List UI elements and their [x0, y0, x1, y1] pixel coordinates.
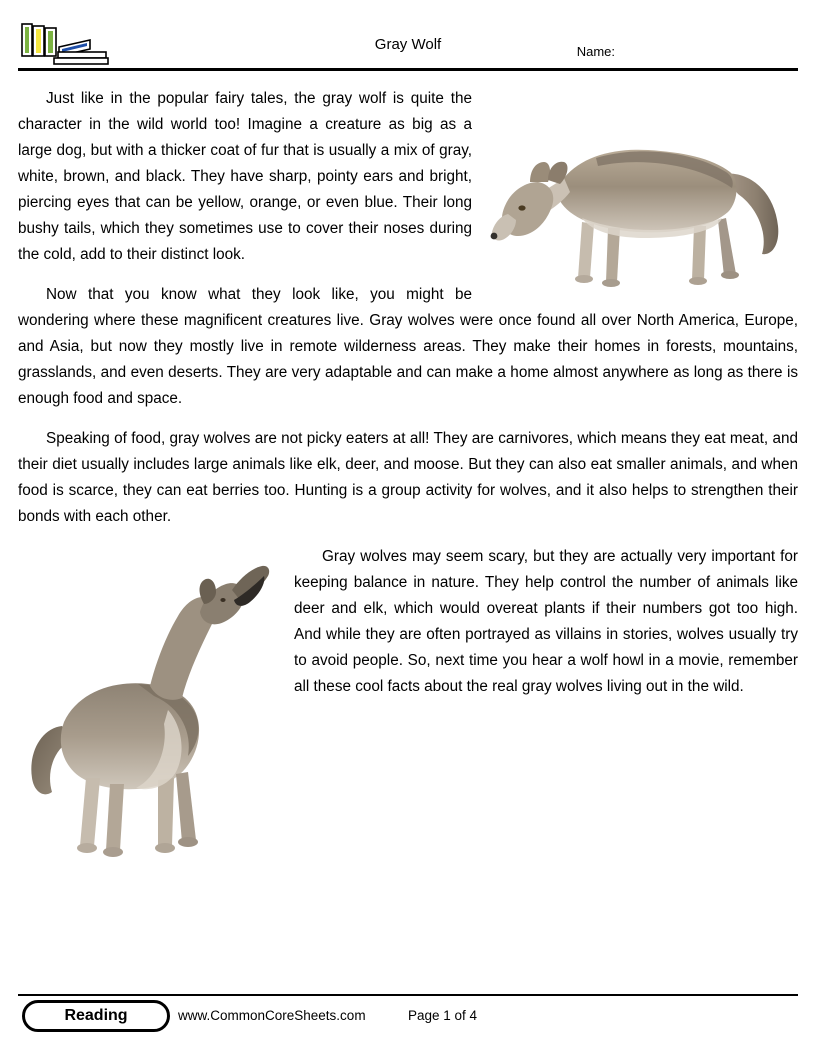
- name-field-label: Name:: [576, 44, 615, 59]
- howling-gray-wolf-photo: [18, 550, 280, 868]
- header-divider: [18, 68, 798, 71]
- article-body: [18, 86, 798, 872]
- paragraph-4-text: Gray wolves may seem scary, but they are actually very important for keeping balance in nature. They help control the number of animals like deer and elk, which would overeat plants if their numbers got too high. And while they are often portrayed as villains in stories, wolves usually try to avoid people. So, next time you hear a wolf howl in a movie, remember all these cool facts about the real gray wolves living out in the wild.: [294, 548, 798, 695]
- subject-badge-label: Reading: [64, 1007, 128, 1024]
- page-header: [18, 22, 798, 70]
- paragraph-3-text: Speaking of food, gray wolves are not picky eaters at all! They are carnivores, which means they eat meat, and their diet usually includes large animals like elk, deer, and moose. But they can also eat smaller animals, and when food is scarce, they can eat berries too. Hunting is a group activity for wolves, and it also helps to strengthen their bonds with each other.: [18, 430, 798, 525]
- paragraph-2-text: Now that you know what they look like, you might be wondering where these magnificent creatures live. Gray wolves were once found all over North America, Europe, and Asia, but now they mostly live in remote wilderness areas. They make their homes in forests, mountains, grasslands, and even deserts. They are very adaptable and can make a home almost anywhere as long as there is enough food and space.: [18, 286, 798, 407]
- site-url: www.CommonCoreSheets.com: [178, 1008, 366, 1023]
- page-number: Page 1 of 4: [408, 1008, 478, 1023]
- paragraph-1-text: Just like in the popular fairy tales, the gray wolf is quite the character in the wild world too! Imagine a creature as big as a large dog, but with a thicker coat of fur that is usually a mix of gray, white, brown, and black. They have sharp, pointy ears and bright, piercing eyes that can be yellow, orange, or even blue. Their long bushy tails, which they sometimes use to cover their noses during the cold, add to their distinct look.: [18, 90, 472, 263]
- footer-divider: [18, 994, 798, 996]
- walking-gray-wolf-photo: [486, 86, 798, 296]
- page-title: Gray Wolf: [374, 36, 442, 53]
- paragraph-2: [18, 282, 798, 412]
- paragraph-3: [18, 426, 798, 530]
- subject-badge: [22, 1000, 170, 1032]
- page-footer: [18, 1000, 798, 1044]
